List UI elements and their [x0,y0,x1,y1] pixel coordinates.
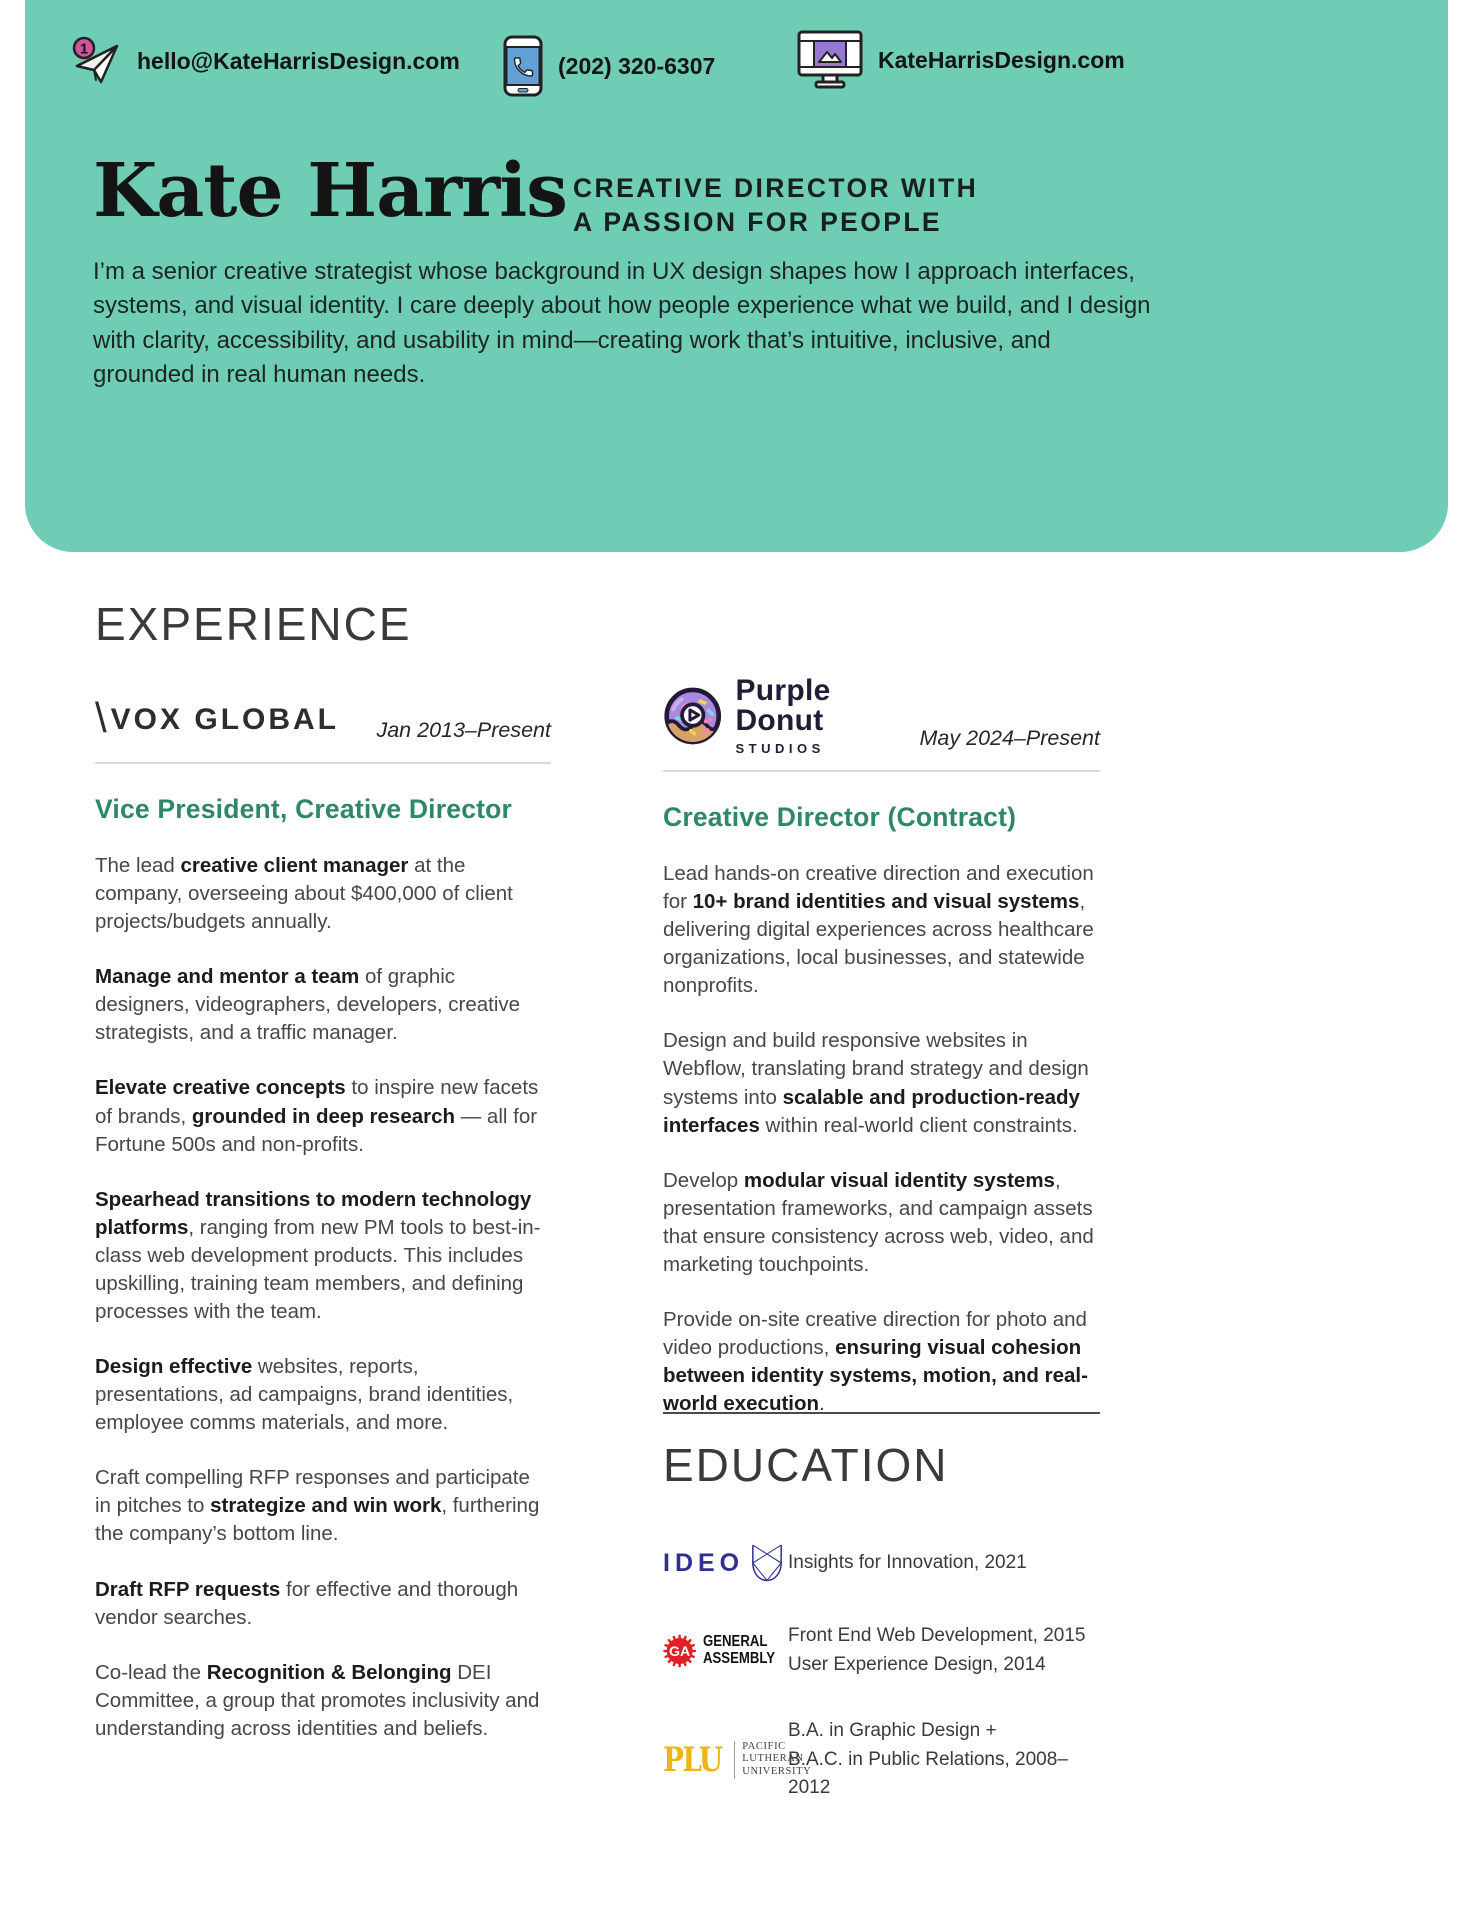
job-header [663,676,1100,756]
general-assembly-wordmark: GENERAL ASSEMBLY [703,1632,776,1667]
phone-text: (202) 320-6307 [558,52,716,79]
contact-phone[interactable] [503,35,715,97]
ideo-u-logo [663,1542,788,1584]
education-line: User Experience Design, 2014 [788,1653,1046,1675]
education-detail [788,1622,1086,1679]
ga-monogram: GA [669,1643,691,1660]
phone-icon [503,35,543,97]
education-line: B.A.C. in Public Relations, 2008–2012 [788,1748,1068,1798]
vox-global-logo [95,692,339,748]
education-line: B.A. in Graphic Design + [788,1720,997,1741]
vox-company-name: VOX GLOBAL [110,703,340,736]
job-paragraph: Design and build responsive websites in Webflow, translating brand strategy and design systems into scalable and production-ready interfaces within real-world client constraints. [663,1029,1089,1137]
job-vox-global [95,692,551,1743]
job-paragraph: Lead hands-on creative direction and execution for 10+ brand identities and visual systems, delivering digital experiences across healthcare organizations, local businesses, and statewide nonprofits. [663,862,1094,998]
job-dates: Jan 2013–Present [376,718,551,742]
education-detail [788,1549,1027,1578]
intro-paragraph: I’m a senior creative strategist whose background in UX design shapes how I approach interfaces, systems, and visual identity. I care deeply about how people experience what we build, and I design with clarity, accessibility, and usability in mind—creating work that’s intuitive, inclusive, and grounded in real human needs. [93,258,1151,388]
experience-heading: EXPERIENCE [95,598,412,650]
vox-slash-mark: \ [95,694,110,741]
education-line: Insights for Innovation, 2021 [788,1551,1027,1573]
plu-monogram: PLU [663,1739,722,1780]
education-heading: EDUCATION [663,1439,949,1491]
ideo-wordmark: IDEO [663,1548,745,1577]
job-paragraph: Craft compelling RFP responses and participate in pitches to strategize and win work, furthering the company’s bottom line. [95,1466,540,1546]
job-title: Vice President, Creative Director [95,794,513,824]
divider [95,762,551,764]
job-paragraph: Manage and mentor a team of graphic designers, videographers, developers, creative strategists, and a traffic manager. [95,965,521,1045]
job-header [95,692,551,748]
tagline-line-1: CREATIVE DIRECTOR WITH [573,173,979,203]
divider [663,770,1100,772]
education-detail [788,1717,1100,1803]
job-paragraph: Design effective websites, reports, presentations, ad campaigns, brand identities, employee comms materials, and more. [95,1355,514,1435]
job-purple-donut [663,676,1100,1418]
ga-gear-icon [663,1625,696,1677]
general-assembly-logo [663,1625,788,1677]
contact-website[interactable] [797,30,1125,90]
tagline-line-2: A PASSION FOR PEOPLE [573,206,942,237]
plu-logo [663,1739,812,1780]
purple-donut-logo [663,676,920,756]
plu-wordmark: PACIFIC LUTHERAN UNIVERSITY [734,1741,811,1779]
purple-donut-wordmark [735,676,919,756]
job-paragraph: Provide on-site creative direction for photo and video productions, ensuring visual cohesion between identity systems, motion, and real-world execution. [663,1308,1088,1416]
contact-email[interactable] [70,35,460,87]
job-paragraph: Draft RFP requests for effective and thorough vendor searches. [95,1577,519,1629]
donut-icon [663,685,722,747]
monitor-icon [797,30,863,90]
unread-badge: 1 [79,40,89,58]
job-paragraph: The lead creative client manager at the company, overseeing about $400,000 of client projects/budgets annually. [95,854,513,934]
paper-plane-icon [70,35,122,87]
website-text: KateHarrisDesign.com [878,46,1125,73]
education-general-assembly [663,1622,1100,1679]
company-name: Purple Donut [735,674,831,737]
job-description [95,852,551,1743]
job-paragraph: Elevate creative concepts to inspire new facets of brands, grounded in deep research — all for Fortune 500s and non-profits. [95,1076,539,1156]
email-text: hello@KateHarrisDesign.com [137,47,460,74]
tagline [573,172,978,239]
education-section [663,1412,1100,1803]
divider [663,1412,1100,1414]
job-title: Creative Director (Contract) [663,802,1017,832]
page-title: Kate Harris [93,148,567,234]
education-ideo [663,1542,1100,1584]
company-subtitle: STUDIOS [735,741,825,756]
education-plu [663,1717,1100,1803]
ideo-u-icon [750,1542,784,1584]
job-paragraph: Develop modular visual identity systems, presentation frameworks, and campaign assets that ensure consistency across web, video, and marketing touchpoints. [663,1168,1094,1276]
job-paragraph: Spearhead transitions to modern technology platforms, ranging from new PM tools to best-in-class web development products. This includes upskilling, training team members, and defining processes with the team. [95,1187,541,1324]
job-paragraph: Co-lead the Recognition & Belonging DEI Committee, a group that promotes inclusivity and understanding across identities and beliefs. [95,1660,540,1740]
education-line: Front End Web Development, 2015 [788,1625,1086,1646]
hero-header [25,0,1448,552]
job-dates: May 2024–Present [919,726,1100,750]
job-description [663,860,1100,1418]
